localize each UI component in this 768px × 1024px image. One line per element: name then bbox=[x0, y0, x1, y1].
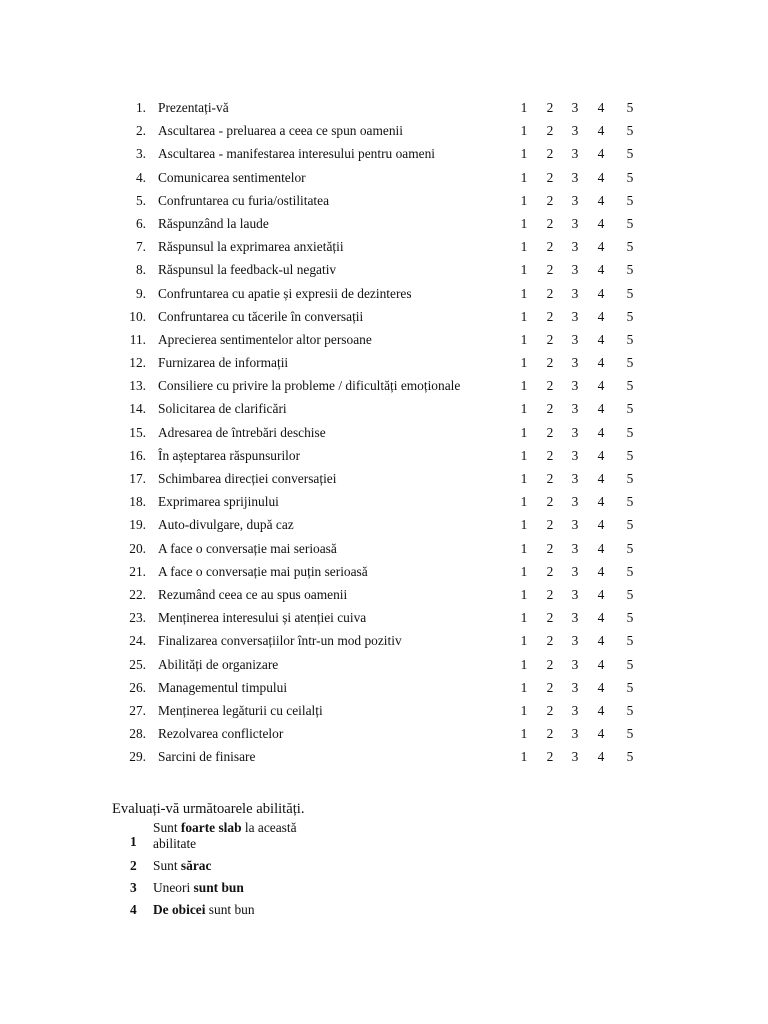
skill-label: Rezolvarea conflictelor bbox=[158, 726, 284, 742]
legend-title: Evaluați-vă următoarele abilități. bbox=[112, 801, 305, 817]
rating-option: 4 bbox=[597, 656, 605, 672]
rating-option: 4 bbox=[597, 215, 605, 231]
legend-description: Uneori sunt bun bbox=[153, 880, 244, 895]
skill-label: Comunicarea sentimentelor bbox=[158, 169, 306, 185]
skill-label: Finalizarea conversațiilor într-un mod pozitiv bbox=[158, 633, 402, 649]
skill-label: Confruntarea cu furia/ostilitatea bbox=[158, 192, 330, 208]
rating-option: 3 bbox=[571, 586, 579, 602]
skill-row bbox=[0, 189, 768, 212]
rating-option: 1 bbox=[520, 169, 528, 185]
rating-option: 1 bbox=[520, 285, 528, 301]
skill-label: Furnizarea de informații bbox=[158, 355, 289, 371]
rating-option: 2 bbox=[546, 378, 554, 394]
rating-option: 5 bbox=[626, 192, 634, 208]
legend-number: 1 bbox=[130, 834, 137, 849]
rating-option: 5 bbox=[626, 401, 634, 417]
rating-option: 4 bbox=[597, 378, 605, 394]
rating-option: 3 bbox=[571, 355, 579, 371]
rating-option: 2 bbox=[546, 563, 554, 579]
rating-option: 5 bbox=[626, 331, 634, 347]
rating-option: 2 bbox=[546, 749, 554, 765]
rating-option: 4 bbox=[597, 494, 605, 510]
rating-option: 4 bbox=[597, 424, 605, 440]
rating-option: 4 bbox=[597, 702, 605, 718]
rating-option: 5 bbox=[626, 123, 634, 139]
rating-option: 5 bbox=[626, 378, 634, 394]
rating-option: 2 bbox=[546, 262, 554, 278]
rating-option: 2 bbox=[546, 702, 554, 718]
legend-description: De obicei sunt bun bbox=[153, 902, 255, 917]
skill-row bbox=[0, 328, 768, 351]
rating-option: 3 bbox=[571, 123, 579, 139]
rating-option: 1 bbox=[520, 726, 528, 742]
rating-option: 2 bbox=[546, 471, 554, 486]
rating-option: 1 bbox=[520, 517, 528, 533]
legend-number: 4 bbox=[130, 902, 137, 917]
skill-row bbox=[0, 583, 768, 606]
skill-label: Rezumând ceea ce au spus oamenii bbox=[158, 586, 348, 602]
skill-label: A face o conversație mai puțin serioasă bbox=[158, 563, 368, 579]
rating-option: 1 bbox=[520, 424, 528, 440]
skill-label: Aprecierea sentimentelor altor persoane bbox=[158, 331, 372, 347]
rating-option: 4 bbox=[597, 726, 605, 742]
skill-number: 17. bbox=[129, 471, 146, 486]
skill-row bbox=[0, 745, 768, 768]
skill-number: 8. bbox=[135, 262, 146, 278]
skill-row bbox=[0, 351, 768, 374]
skill-row bbox=[0, 397, 768, 420]
rating-option: 2 bbox=[546, 215, 554, 231]
rating-option: 1 bbox=[520, 610, 528, 626]
rating-option: 3 bbox=[571, 679, 579, 695]
legend-description: Sunt foarte slab la această abilitate bbox=[153, 820, 297, 851]
rating-option: 5 bbox=[626, 517, 634, 533]
rating-option: 3 bbox=[571, 447, 579, 463]
skill-number: 3. bbox=[135, 146, 146, 162]
skill-label: Răspunsul la exprimarea anxietății bbox=[158, 239, 344, 255]
rating-option: 1 bbox=[520, 471, 528, 486]
rating-option: 4 bbox=[597, 540, 605, 556]
rating-option: 4 bbox=[597, 100, 605, 115]
rating-option: 5 bbox=[626, 355, 634, 371]
rating-option: 5 bbox=[626, 100, 634, 115]
rating-option: 4 bbox=[597, 679, 605, 695]
rating-option: 2 bbox=[546, 123, 554, 139]
rating-option: 4 bbox=[597, 633, 605, 649]
rating-option: 2 bbox=[546, 192, 554, 208]
skill-label: A face o conversație mai serioasă bbox=[158, 540, 337, 556]
rating-option: 3 bbox=[571, 540, 579, 556]
rating-option: 1 bbox=[520, 679, 528, 695]
skill-row bbox=[0, 467, 768, 490]
rating-option: 2 bbox=[546, 517, 554, 533]
rating-option: 1 bbox=[520, 401, 528, 417]
rating-option: 4 bbox=[597, 471, 605, 486]
skill-number: 12. bbox=[129, 355, 146, 371]
skill-row bbox=[0, 490, 768, 513]
rating-option: 3 bbox=[571, 656, 579, 672]
legend-number: 3 bbox=[130, 880, 137, 895]
rating-option: 3 bbox=[571, 633, 579, 649]
rating-option: 4 bbox=[597, 239, 605, 255]
skill-label: Menținerea legăturii cu ceilalți bbox=[158, 702, 323, 718]
skill-label: Solicitarea de clarificări bbox=[158, 401, 287, 417]
rating-option: 4 bbox=[597, 285, 605, 301]
skill-row bbox=[0, 676, 768, 699]
skill-number: 22. bbox=[129, 586, 146, 602]
skill-row bbox=[0, 421, 768, 444]
rating-option: 1 bbox=[520, 540, 528, 556]
skill-number: 28. bbox=[129, 726, 146, 742]
rating-option: 2 bbox=[546, 656, 554, 672]
rating-option: 5 bbox=[626, 262, 634, 278]
rating-option: 2 bbox=[546, 726, 554, 742]
rating-option: 3 bbox=[571, 378, 579, 394]
rating-option: 4 bbox=[597, 586, 605, 602]
rating-option: 1 bbox=[520, 563, 528, 579]
rating-option: 3 bbox=[571, 424, 579, 440]
skill-number: 24. bbox=[129, 633, 146, 649]
skill-number: 16. bbox=[129, 447, 146, 463]
skill-label: Auto-divulgare, după caz bbox=[158, 517, 294, 533]
skill-number: 25. bbox=[129, 656, 146, 672]
rating-option: 1 bbox=[520, 378, 528, 394]
skill-row bbox=[0, 119, 768, 142]
skill-label: Răspunzând la laude bbox=[158, 215, 269, 231]
skill-row bbox=[0, 96, 768, 119]
rating-option: 2 bbox=[546, 331, 554, 347]
skills-rating-list bbox=[0, 96, 768, 768]
rating-option: 4 bbox=[597, 192, 605, 208]
rating-option: 5 bbox=[626, 563, 634, 579]
rating-option: 4 bbox=[597, 331, 605, 347]
rating-option: 3 bbox=[571, 146, 579, 162]
skill-number: 1. bbox=[135, 100, 146, 115]
rating-option: 4 bbox=[597, 262, 605, 278]
rating-option: 3 bbox=[571, 308, 579, 324]
skill-number: 23. bbox=[129, 610, 146, 626]
rating-option: 1 bbox=[520, 146, 528, 162]
rating-option: 2 bbox=[546, 146, 554, 162]
skill-label: Sarcini de finisare bbox=[158, 749, 256, 765]
skill-number: 9. bbox=[135, 285, 146, 301]
rating-option: 1 bbox=[520, 331, 528, 347]
skill-label: Managementul timpului bbox=[158, 679, 288, 695]
rating-option: 1 bbox=[520, 123, 528, 139]
skill-label: Ascultarea - manifestarea interesului pentru oameni bbox=[158, 146, 435, 162]
rating-option: 3 bbox=[571, 471, 579, 486]
skill-label: Răspunsul la feedback-ul negativ bbox=[158, 262, 337, 278]
rating-option: 3 bbox=[571, 285, 579, 301]
rating-option: 4 bbox=[597, 169, 605, 185]
skill-label: Confruntarea cu apatie și expresii de dezinteres bbox=[158, 285, 412, 301]
skill-number: 4. bbox=[135, 169, 146, 185]
skill-label: Consiliere cu privire la probleme / dificultăți emoționale bbox=[158, 378, 461, 394]
skill-number: 19. bbox=[129, 517, 146, 533]
rating-option: 1 bbox=[520, 192, 528, 208]
skill-row bbox=[0, 699, 768, 722]
rating-option: 5 bbox=[626, 540, 634, 556]
rating-option: 1 bbox=[520, 633, 528, 649]
rating-option: 5 bbox=[626, 586, 634, 602]
rating-option: 5 bbox=[626, 656, 634, 672]
skill-row bbox=[0, 653, 768, 676]
rating-option: 2 bbox=[546, 586, 554, 602]
skill-number: 10. bbox=[129, 308, 146, 324]
skill-row bbox=[0, 282, 768, 305]
rating-option: 2 bbox=[546, 100, 554, 115]
skill-number: 20. bbox=[129, 540, 146, 556]
rating-option: 5 bbox=[626, 679, 634, 695]
skill-number: 14. bbox=[129, 401, 146, 417]
skill-number: 7. bbox=[135, 239, 146, 255]
skill-label: Adresarea de întrebări deschise bbox=[158, 424, 326, 440]
rating-option: 5 bbox=[626, 494, 634, 510]
rating-option: 1 bbox=[520, 749, 528, 765]
rating-option: 4 bbox=[597, 308, 605, 324]
rating-option: 1 bbox=[520, 100, 528, 115]
skill-row bbox=[0, 142, 768, 165]
rating-option: 5 bbox=[626, 424, 634, 440]
rating-option: 4 bbox=[597, 401, 605, 417]
rating-option: 3 bbox=[571, 401, 579, 417]
rating-option: 3 bbox=[571, 239, 579, 255]
rating-option: 3 bbox=[571, 517, 579, 533]
rating-option: 2 bbox=[546, 401, 554, 417]
rating-option: 2 bbox=[546, 355, 554, 371]
rating-option: 1 bbox=[520, 494, 528, 510]
skill-row bbox=[0, 606, 768, 629]
rating-option: 1 bbox=[520, 586, 528, 602]
rating-option: 5 bbox=[626, 215, 634, 231]
rating-option: 3 bbox=[571, 749, 579, 765]
rating-option: 2 bbox=[546, 308, 554, 324]
rating-option: 2 bbox=[546, 633, 554, 649]
rating-option: 4 bbox=[597, 123, 605, 139]
skill-number: 21. bbox=[129, 563, 146, 579]
skill-row bbox=[0, 537, 768, 560]
rating-option: 5 bbox=[626, 308, 634, 324]
rating-option: 3 bbox=[571, 215, 579, 231]
rating-option: 5 bbox=[626, 239, 634, 255]
rating-option: 4 bbox=[597, 749, 605, 765]
rating-option: 4 bbox=[597, 610, 605, 626]
rating-option: 4 bbox=[597, 447, 605, 463]
rating-option: 4 bbox=[597, 146, 605, 162]
rating-option: 5 bbox=[626, 447, 634, 463]
rating-option: 1 bbox=[520, 656, 528, 672]
skill-row bbox=[0, 513, 768, 536]
rating-option: 1 bbox=[520, 355, 528, 371]
skill-row bbox=[0, 166, 768, 189]
rating-option: 3 bbox=[571, 262, 579, 278]
rating-option: 2 bbox=[546, 169, 554, 185]
rating-option: 3 bbox=[571, 192, 579, 208]
rating-option: 1 bbox=[520, 262, 528, 278]
rating-option: 5 bbox=[626, 471, 634, 486]
skill-label: Menținerea interesului și atenției cuiva bbox=[158, 610, 367, 626]
skill-row bbox=[0, 258, 768, 281]
rating-option: 2 bbox=[546, 610, 554, 626]
skill-row bbox=[0, 374, 768, 397]
skill-row bbox=[0, 444, 768, 467]
rating-option: 1 bbox=[520, 447, 528, 463]
rating-option: 2 bbox=[546, 679, 554, 695]
rating-option: 3 bbox=[571, 169, 579, 185]
skill-number: 11. bbox=[129, 331, 146, 347]
rating-option: 2 bbox=[546, 494, 554, 510]
skill-number: 2. bbox=[135, 123, 146, 139]
rating-option: 1 bbox=[520, 702, 528, 718]
rating-option: 5 bbox=[626, 702, 634, 718]
skill-label: Confruntarea cu tăcerile în conversații bbox=[158, 308, 364, 324]
skill-label: Abilități de organizare bbox=[158, 656, 279, 672]
rating-option: 3 bbox=[571, 563, 579, 579]
rating-option: 5 bbox=[626, 749, 634, 765]
skill-number: 5. bbox=[135, 192, 146, 208]
skill-row bbox=[0, 305, 768, 328]
rating-option: 3 bbox=[571, 100, 579, 115]
rating-option: 5 bbox=[626, 633, 634, 649]
rating-option: 2 bbox=[546, 285, 554, 301]
rating-option: 5 bbox=[626, 610, 634, 626]
rating-option: 2 bbox=[546, 447, 554, 463]
rating-option: 3 bbox=[571, 331, 579, 347]
skill-number: 15. bbox=[129, 424, 146, 440]
rating-option: 5 bbox=[626, 146, 634, 162]
skill-number: 13. bbox=[129, 378, 146, 394]
rating-option: 4 bbox=[597, 355, 605, 371]
skill-number: 18. bbox=[129, 494, 146, 510]
skill-label: Schimbarea direcției conversației bbox=[158, 471, 337, 486]
skill-row bbox=[0, 722, 768, 745]
skill-label: Ascultarea - preluarea a ceea ce spun oamenii bbox=[158, 123, 403, 139]
rating-option: 2 bbox=[546, 424, 554, 440]
skill-number: 26. bbox=[129, 679, 146, 695]
rating-option: 1 bbox=[520, 239, 528, 255]
rating-option: 1 bbox=[520, 308, 528, 324]
skill-label: Prezentați-vă bbox=[158, 100, 229, 115]
skill-number: 6. bbox=[135, 215, 146, 231]
rating-option: 4 bbox=[597, 563, 605, 579]
rating-option: 3 bbox=[571, 610, 579, 626]
rating-option: 5 bbox=[626, 169, 634, 185]
skill-label: Exprimarea sprijinului bbox=[158, 494, 279, 510]
skill-row bbox=[0, 212, 768, 235]
rating-option: 5 bbox=[626, 285, 634, 301]
legend-description: Sunt sărac bbox=[153, 858, 212, 873]
rating-option: 3 bbox=[571, 702, 579, 718]
rating-option: 2 bbox=[546, 239, 554, 255]
legend-number: 2 bbox=[130, 858, 137, 873]
rating-option: 1 bbox=[520, 215, 528, 231]
rating-option: 5 bbox=[626, 726, 634, 742]
rating-option: 4 bbox=[597, 517, 605, 533]
skill-row bbox=[0, 629, 768, 652]
skill-row bbox=[0, 235, 768, 258]
rating-option: 3 bbox=[571, 494, 579, 510]
skill-number: 27. bbox=[129, 702, 146, 718]
skill-label: În așteptarea răspunsurilor bbox=[158, 447, 301, 463]
skill-number: 29. bbox=[129, 749, 146, 765]
skill-row bbox=[0, 560, 768, 583]
rating-option: 2 bbox=[546, 540, 554, 556]
rating-option: 3 bbox=[571, 726, 579, 742]
